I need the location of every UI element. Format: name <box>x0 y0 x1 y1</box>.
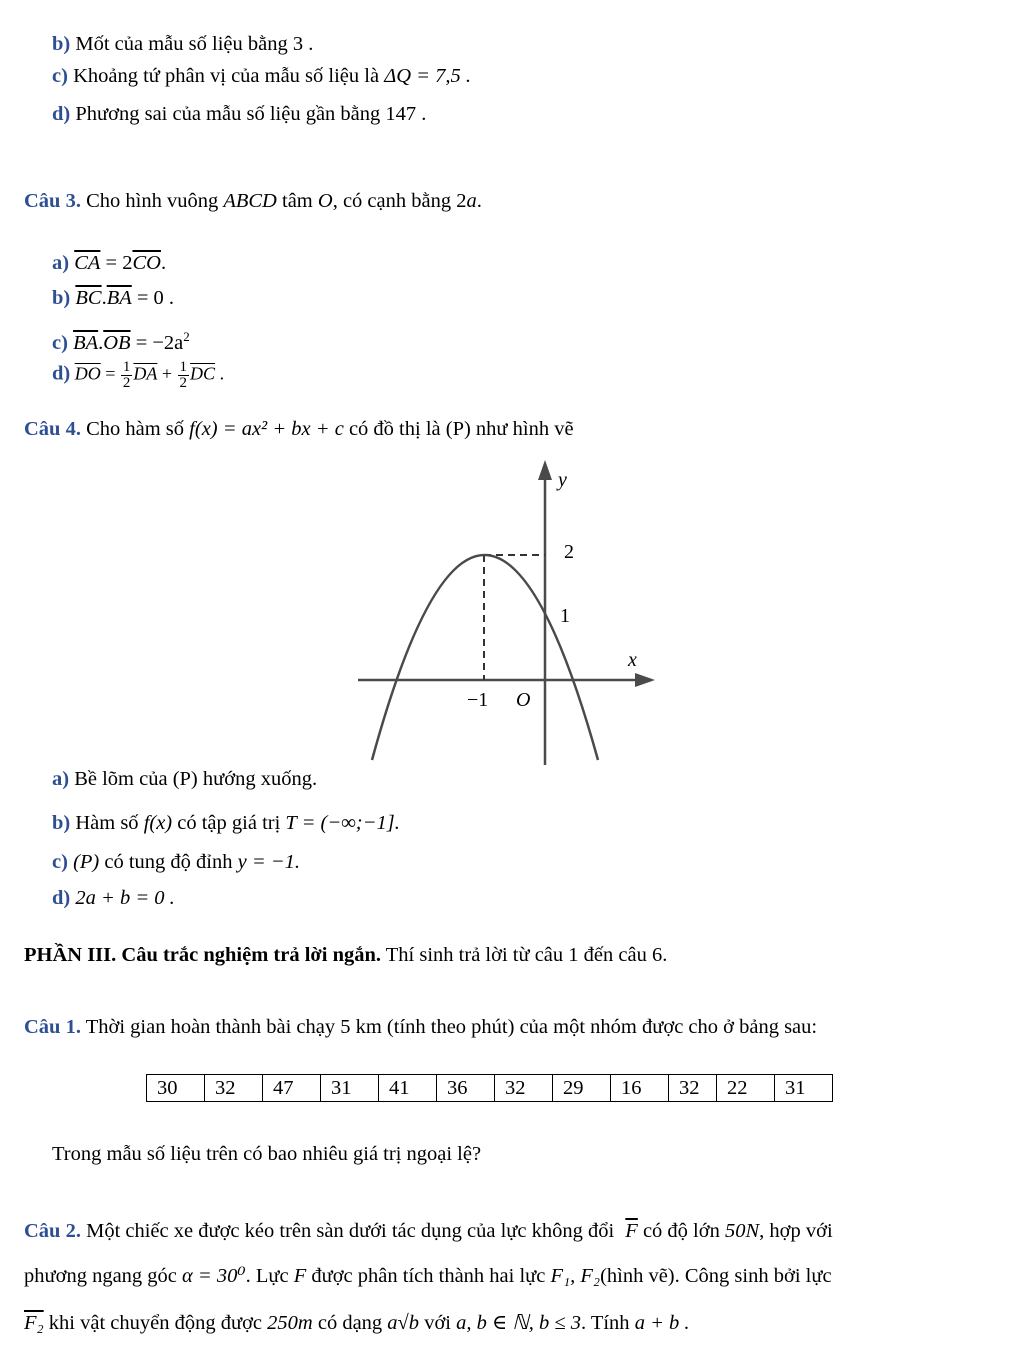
option-label: c) <box>52 851 68 873</box>
option-label: d) <box>52 887 71 909</box>
option-text: có tung độ đỉnh <box>104 851 233 873</box>
option-math: ΔQ = 7,5 . <box>384 65 471 87</box>
section-title: PHẦN III. Câu trắc nghiệm trả lời ngắn. <box>24 944 382 966</box>
q2-option-c <box>52 63 471 89</box>
stem-text: . Tính <box>580 1312 630 1334</box>
vector: $\overline{CO}$ <box>132 252 161 274</box>
table-row <box>147 1075 833 1102</box>
condition-math: a, b ∈ ℕ, b ≤ 3 <box>456 1312 581 1334</box>
side-var: a <box>466 190 477 212</box>
y-axis-arrow <box>538 460 552 480</box>
option-label: b) <box>52 812 71 834</box>
question-label: Câu 4. <box>24 418 81 440</box>
math: . <box>215 363 225 384</box>
vector: $\overline{DA}$ <box>133 363 158 384</box>
q2-option-d <box>52 101 426 127</box>
y-axis-label: y <box>558 469 567 491</box>
question-label: Câu 1. <box>24 1016 81 1038</box>
option-text: Mốt của mẫu số liệu bằng 3 . <box>75 33 314 55</box>
table-cell: 29 <box>553 1075 611 1102</box>
form-math: a√b <box>387 1312 420 1334</box>
exponent: 2 <box>183 329 190 344</box>
origin-label: O <box>516 689 531 711</box>
table-cell: 47 <box>263 1075 321 1102</box>
table-cell: 30 <box>147 1075 205 1102</box>
q4-option-d <box>52 885 175 911</box>
fraction <box>178 360 190 391</box>
stem-text: tâm <box>282 190 313 212</box>
option-label: b) <box>52 33 71 55</box>
q3-option-c: c) $\overline{BA}.\overline{OB} = -2a^2$ <box>52 329 190 354</box>
option-text: Khoảng tứ phân vị của mẫu số liệu là <box>73 65 380 87</box>
tick-label-2: 2 <box>564 541 574 563</box>
option-label: c) <box>52 331 68 354</box>
stem-text: Cho hàm số <box>86 418 185 440</box>
section-description: Thí sinh trả lời từ câu 1 đến câu 6. <box>385 944 668 966</box>
vector: $\overline{DC}$ <box>190 363 216 384</box>
stem-text: có đồ thị là (P) như hình vẽ <box>348 418 574 440</box>
vector-F: F <box>293 1265 307 1287</box>
q3-option-a <box>52 250 166 276</box>
x-axis-arrow <box>635 673 655 687</box>
p3q2-line2 <box>24 1263 832 1289</box>
table-cell: 31 <box>321 1075 379 1102</box>
stem-text: phương ngang góc <box>24 1265 177 1287</box>
stem-text: Một chiếc xe được kéo trên sàn dưới tác dụng của lực không đổi <box>86 1220 615 1242</box>
p3q2-line1 <box>24 1218 833 1244</box>
data-table <box>146 1074 833 1102</box>
table-cell: 41 <box>379 1075 437 1102</box>
math: = <box>100 363 120 384</box>
stem-text: được phân tích thành hai lực <box>311 1265 546 1287</box>
option-math: 2a + b = 0 . <box>75 887 175 909</box>
option-text: Phương sai của mẫu số liệu gần bằng 147 . <box>75 103 427 125</box>
q4-option-a <box>52 766 317 792</box>
option-math: y = −1. <box>237 851 301 873</box>
p3q1-stem <box>24 1014 817 1040</box>
vector: $\overline{OB}$ <box>103 331 131 354</box>
math: = 0 . <box>131 287 175 309</box>
fraction <box>121 360 133 391</box>
numerator: 1 <box>122 359 131 375</box>
table-cell: 16 <box>611 1075 669 1102</box>
vector: $\overline{BA}$ <box>73 331 99 354</box>
function-expression: f(x) = ax² + bx + c <box>189 418 344 440</box>
option-text: có tập giá trị <box>177 812 281 834</box>
table-cell: 32 <box>669 1075 717 1102</box>
parabola-graph <box>350 455 670 770</box>
option-label: a) <box>52 768 70 790</box>
table-cell: 31 <box>775 1075 833 1102</box>
distance-math: 250m <box>267 1312 313 1334</box>
stem-text: Cho hình vuông <box>86 190 219 212</box>
stem-text: . <box>476 190 482 212</box>
question-text: Trong mẫu số liệu trên có bao nhiêu giá trị ngoại lệ? <box>52 1143 482 1165</box>
square-name: ABCD <box>223 190 277 212</box>
stem-text: với <box>424 1312 451 1334</box>
stem-text: , có cạnh bằng 2 <box>332 190 467 212</box>
q4-stem <box>24 416 574 442</box>
stem-text: khi vật chuyển động được <box>48 1312 263 1334</box>
vector-F2: F₂ <box>24 1312 44 1334</box>
math: = 2 <box>100 252 133 274</box>
q4-option-b <box>52 810 400 836</box>
part3-heading <box>24 942 667 968</box>
table-cell: 36 <box>437 1075 495 1102</box>
stem-text: có dạng <box>317 1312 383 1334</box>
table-cell: 22 <box>717 1075 775 1102</box>
option-label: c) <box>52 65 68 87</box>
stem-text: , hợp với <box>759 1220 833 1242</box>
option-text: Hàm số <box>75 812 139 834</box>
center-name: O <box>317 190 333 212</box>
angle-math: α = 30⁰ <box>182 1265 246 1287</box>
option-label: a) <box>52 252 70 274</box>
vector-F: $\overline{F}$ <box>625 1220 638 1242</box>
stem-text: có độ lớn <box>642 1220 720 1242</box>
p3q1-question <box>52 1141 481 1167</box>
math: + <box>157 363 177 384</box>
option-label: d) <box>52 362 71 385</box>
target-math: a + b . <box>634 1312 690 1334</box>
math: . <box>160 252 167 274</box>
vector: $\overline{BA}$ <box>106 287 132 309</box>
q3-stem <box>24 188 482 214</box>
option-math: (P) <box>73 851 100 873</box>
q3-option-d <box>52 360 224 391</box>
tick-label-minus-1: −1 <box>467 689 489 711</box>
vector: $\overline{CA}$ <box>74 252 101 274</box>
question-label: Câu 2. <box>24 1220 81 1242</box>
tick-label-1: 1 <box>560 605 570 627</box>
q3-option-b: b) $\overline{BC}.\overline{BA} = 0$ . <box>52 287 175 309</box>
option-label: d) <box>52 103 71 125</box>
option-math: T = (−∞;−1]. <box>285 812 400 834</box>
q2-option-b <box>52 31 313 57</box>
option-label: b) <box>52 287 71 309</box>
stem-text: (hình vẽ). Công sinh bởi lực <box>600 1265 832 1287</box>
table-cell: 32 <box>205 1075 263 1102</box>
denominator: 2 <box>122 375 131 391</box>
vector: $\overline{DO}$ <box>74 363 101 384</box>
q4-option-c <box>52 849 300 875</box>
x-axis-label: x <box>628 649 637 671</box>
denominator: 2 <box>179 375 188 391</box>
option-text: Bề lõm của (P) hướng xuống. <box>74 768 318 790</box>
numerator: 1 <box>179 359 188 375</box>
option-math: f(x) <box>143 812 173 834</box>
vector: $\overline{BC}$ <box>75 287 102 309</box>
p3q2-line3 <box>24 1310 690 1336</box>
vectors-F1-F2: F₁, F₂ <box>550 1265 601 1287</box>
stem-text: . Lực <box>245 1265 289 1287</box>
math: = −2a <box>130 331 184 354</box>
force-magnitude: 50N <box>724 1220 760 1242</box>
table-cell: 32 <box>495 1075 553 1102</box>
stem-text: Thời gian hoàn thành bài chạy 5 km (tính theo phút) của một nhóm được cho ở bảng sau: <box>85 1016 818 1038</box>
question-label: Câu 3. <box>24 190 81 212</box>
